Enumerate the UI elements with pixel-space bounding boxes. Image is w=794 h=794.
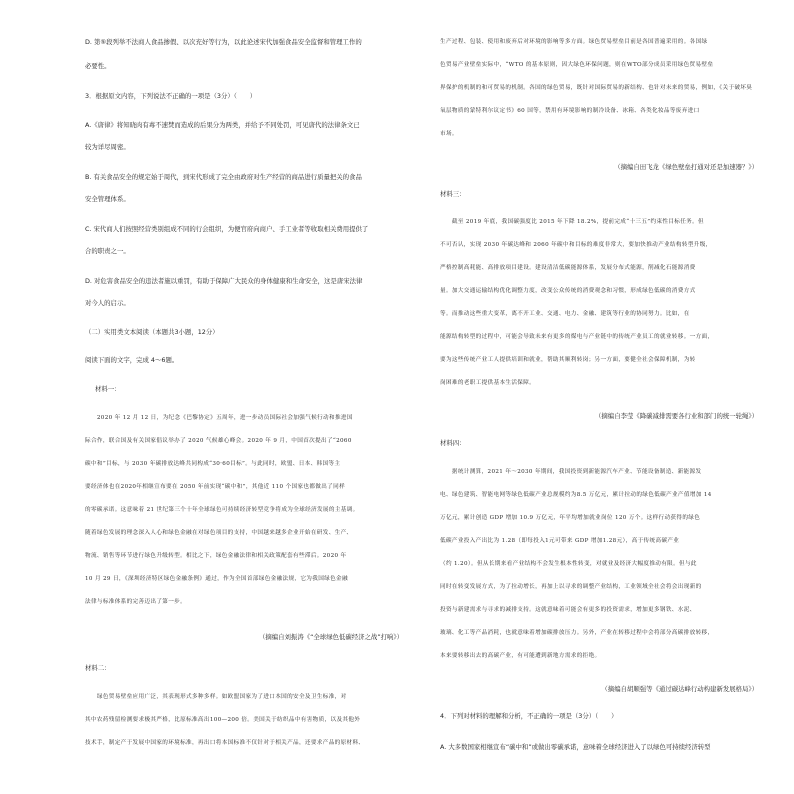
text-line: 物流、销售等环节进行绿色升级转型。相比之下，绿色金融法律和相关政策配套有些滞后。2020 年 [85, 553, 347, 559]
text-line: 3．根据原文内容，下列说法不正确的一项是（3分）（ ） [85, 92, 257, 100]
text-line: 能源结构转型的过程中，可能会导致未来有更多的煤电与产业链中的传统产业员工的就业转移。一方面， [440, 334, 714, 340]
text-line: 10 月 29 日，《深圳经济特区绿色金融条例》通过，作为全国首部绿色金融法规，它为我国绿色金融 [85, 576, 348, 582]
text-line: 界保护的机制的和可贸易的机制。各国的绿色贸易，既针对国际贸易的新结构、也针对未来的贸易，例如，《关于破坏臭 [440, 85, 753, 91]
text-line: 据统计测算，2021 年～2030 年期间，我国投资到新能源汽车产业、节能设备制造、新能源发 [440, 469, 702, 475]
text-line: 2020 年 12 月 12 日，为纪念《巴黎协定》五周年，进一步动员国际社会加强气候行动和推进国 [85, 415, 353, 421]
text-line: 必要性。 [85, 62, 111, 70]
text-line: 4．下列对材料的理解和分析，不正确的一项是（3分）（ ） [440, 712, 618, 720]
text-line: 市场。 [440, 131, 458, 137]
text-line: 绿色贸易壁垒应用广泛，其表现形式多种多样。如欧盟国家为了进口本国的安全及卫生标准，对 [85, 694, 347, 700]
text-line: 合的职责之一。 [85, 247, 130, 255]
text-line: 要为这些传统产业工人提供培训和就业，帮助其顺利转岗；另一方面，要健全社会保障机制，为转 [440, 357, 696, 363]
text-line: D. 第⑤段列举不法商人食品掺假、以次充好等行为，以此论述宋代加强食品安全监督和管理工作的 [85, 38, 362, 46]
text-line: 岗困难的老职工提供基本生活保障。 [440, 380, 536, 386]
text-line: 同时在转变发展方式，为了拉动增长，再加上以寻求的调整产业结构，工业领域全社会将会出现新的 [440, 584, 702, 590]
text-line: 法律与标准体系的完善迈出了第一步。 [85, 599, 187, 605]
text-line: 色贸易产业壁垒实际中，“WTO 的基本原则，因大绿色环保问题，则在WTO部分成员采用绿色贸易壁垒 [440, 62, 714, 68]
text-line: 量。加大交通运输结构优化调整力度，改变公众传统的消费观念和习惯，形成绿色低碳的消费方式 [440, 288, 696, 294]
text-line: 万亿元，累计创造 GDP 增加 10.9 万亿元，年平均增加就业岗位 120 万个。这样行动获得的绿色 [440, 515, 701, 521]
text-line: 本来要转移出去的高碳产业，有可能遭到新地方需求的拒绝。 [440, 653, 601, 659]
text-line: 不可否认，实现 2030 年碳达峰和 2060 年碳中和目标的难度非常大，要加快推动产业结构转型升级， [440, 242, 712, 248]
text-line: （摘编自田飞龙《绿色壁垒打通对还是加速器？》） [614, 163, 758, 171]
text-line: 随着绿色发展的理念深入人心和绿色金融在对绿色项目的支持，中国越来越多企业开始在研发、生产、 [85, 530, 353, 536]
text-line: 电、绿色建筑、智能电网等绿色低碳产业总规模约为8.5 万亿元，累计拉动的绿色低碳产业产值增加 14 [440, 492, 712, 498]
text-line: （摘编自李莹《降碳减排需要各行业和部门的统一轮绳》） [595, 412, 758, 420]
text-line: （摘编自刘振涛《“全球绿色低碳经济之战”打响》） [258, 633, 403, 641]
text-line: 技术手，制定产于发展中国家的环境标准，再出口将本国标准不仅针对于相关产品，还要求产品的原材料、 [85, 740, 365, 746]
text-line: 材料三： [440, 190, 466, 198]
text-line: 材料二： [85, 664, 111, 672]
text-line: 材料四： [440, 439, 466, 447]
text-line: 要经济体也在2020年相继宣布要在 2050 年前实现“碳中和”，其他近 110 个国家也都做出了同样 [85, 484, 346, 490]
text-line: 材料一： [95, 385, 121, 393]
text-line: 截至 2019 年底，我国碳强度比 2015 年下降 18.2%，提前完成“十三五”约束性目标任务。但 [440, 219, 704, 225]
text-line: B. 有关食品安全的规定始于周代，到宋代形成了完全由政府对生产经营的商品进行质量把关的食品 [85, 173, 362, 181]
text-line: 生产过程、包装、使用和废弃后对环境的影响等多方面。绿色贸易壁垒目前是各国普遍采用的。各国绿 [440, 39, 708, 45]
text-line: 较为详尽周密。 [85, 143, 130, 151]
text-line: D. 对危害食品安全的违法者施以重罚，有助于保障广大民众的身体健康和生命安全，这是唐宋法律 [85, 277, 363, 285]
text-line: 氧层物质的蒙特利尔议定书》60 国等，禁用有环境影响的制冷设备、冰箱、各类化妆品等废弃进口 [440, 108, 700, 114]
text-line: （摘编自胡顺强等《通过碳达峰行动构建新发展格局》） [601, 685, 758, 693]
text-line: C. 宋代商人们按照经营类别组成不同的行会组织，为便官府向商户、手工业者等收取相关费用提供了 [85, 225, 369, 233]
text-line: 其中农药残留检测要求极其严格，比原标准高出100—200 倍。美国关于纺织品中有害物质，以及其他外 [85, 717, 361, 723]
text-line: 严格控制高耗能、高排放项目建设。建设清洁低碳能源体系，发展分布式能源，削减化石能源消费 [440, 265, 696, 271]
text-line: 投资与新建需求与寻求的减排支持。这就意味着可能会有更多的投资需求，增加更多钢铁、水泥、 [440, 607, 696, 613]
text-line: 际合作，联合国及有关国家倡议举办了 2020 气候雄心峰会。2020 年 9 月，中国首次提出了“2060 [85, 438, 352, 444]
text-line: 玻璃、化工等产品消耗，也就意味着增加碳排放压力。另外，产业在转移过程中会将部分高碳排放转移， [440, 630, 714, 636]
text-line: 安全管理体系。 [85, 195, 130, 203]
text-line: 等。而推动这些重大变革，离不开工业、交通、电力、金融、建筑等行业的协同努力。比如，在 [440, 311, 690, 317]
text-line: 的零碳承诺。这意味着 21 世纪第三个十年全球绿色可持续经济转型竞争将成为全球经济发展的主基调。 [85, 507, 359, 513]
text-line: 阅读下面的文字，完成 4～6题。 [85, 356, 179, 364]
text-line: A.《唐律》将知晓肉有毒不速焚而造成的后果分为两类，并给予不同处罚，可见唐代的法律条文已 [85, 121, 360, 129]
text-line: A. 大多数国家相继宣布“碳中和”或做出零碳承诺，意味着全球经济进入了以绿色可持续经济转型 [440, 743, 711, 751]
text-line: （二）实用类文本阅读（本题共3小题，12分） [85, 328, 219, 336]
text-line: （约 1.20）。但从长期来看产业结构不会发生根本性转变，对就业及经济大幅度推动有限。但与此 [440, 561, 697, 567]
text-line: 碳中和”目标，与 2030 年碳排放达峰共同构成“30·60目标”。与此同时，欧盟、日本、韩国等主 [85, 461, 341, 467]
text-line: 低碳产业投入产出比为 1.28（即每投入1元可带来 GDP 增加1.28元），高于传统高碳产业 [440, 538, 680, 544]
text-line: 对今人的启示。 [85, 299, 130, 307]
